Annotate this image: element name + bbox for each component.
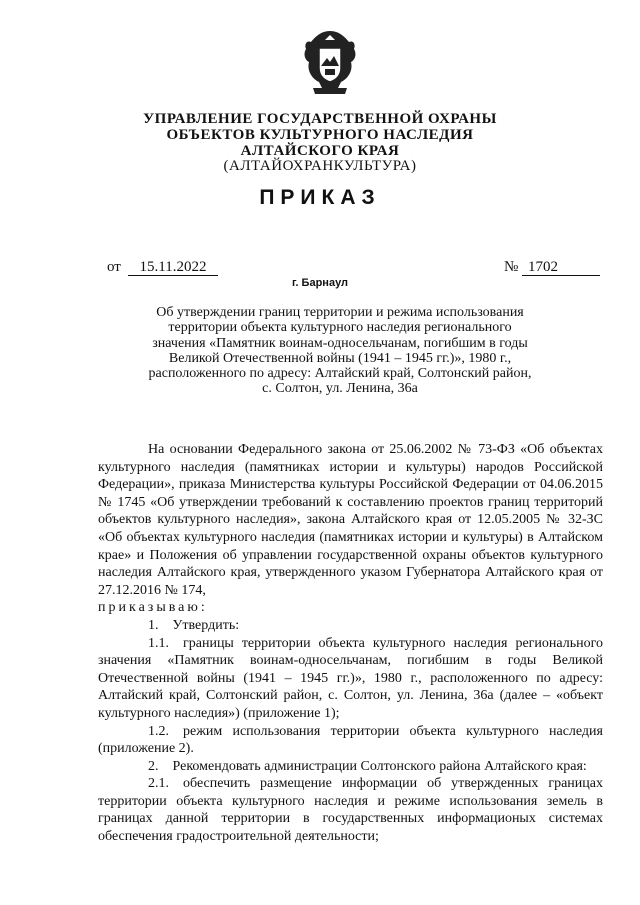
- altai-coat-of-arms-emblem: [301, 28, 359, 98]
- order-word: приказываю:: [98, 600, 208, 616]
- org-name-line3: АЛТАЙСКОГО КРАЯ: [240, 143, 400, 159]
- org-abbreviation: (АЛТАЙОХРАНКУЛЬТУРА): [223, 158, 417, 174]
- document-number: 1702: [522, 259, 600, 276]
- date-prefix: от: [107, 259, 121, 275]
- subject-line: значения «Памятник воинам-односельчанам, погибшим в годы: [152, 335, 528, 351]
- document-date: 15.11.2022: [128, 259, 218, 276]
- document-city: г. Барнаул: [291, 277, 349, 289]
- document-subject: [120, 305, 560, 397]
- number-prefix: №: [504, 259, 519, 275]
- item-1-1: 1.1. границы территории объекта культурного наследия регионального значения «Памятник воинам-односельчанам, погибшим в годы Великой Отечественной войны (1941 – 1945 гг.)», 1980 г., расположенного по адресу: Алтайский край, Солтонский район, с. Солтон, ул. Ленина, 36а (далее – «объект культурного наследия») (приложение 1);: [98, 635, 603, 721]
- preamble-paragraph: На основании Федерального закона от 25.06.2002 № 73-ФЗ «Об объектах культурного наследия (памятниках истории и культуры) народов Российской Федерации», приказа Министерства культуры Российской Федерации от 04.06.2015 № 1745 «Об утверждении требований к составлению проектов границ территорий объектов культурного наследия», закона Алтайского края от 12.05.2005 № 32-ЗС «Об объектах культурного наследия (памятниках истории и культуры) в Алтайском крае» и Положения об управлении государственной охраны объектов культурного наследия Алтайского края, утвержденного указом Губернатора Алтайского края от 27.12.2016 № 174,: [98, 442, 603, 598]
- subject-line: территории объекта культурного наследия регионального: [168, 320, 512, 336]
- item-1: 1. Утвердить:: [148, 617, 240, 633]
- subject-line: с. Солтон, ул. Ленина, 36а: [262, 381, 418, 397]
- subject-line: Великой Отечественной войны (1941 – 1945 гг.)», 1980 г.,: [168, 350, 512, 366]
- org-name-line1: УПРАВЛЕНИЕ ГОСУДАРСТВЕННОЙ ОХРАНЫ: [143, 111, 497, 127]
- item-2: 2. Рекомендовать администрации Солтонского района Алтайского края:: [148, 758, 587, 774]
- item-2-1: 2.1. обеспечить размещение информации об утвержденных границах территории объекта культурного наследия и режиме использования земель в границах данной территории в государственных информационых системах обеспечения градостроительной деятельности;: [98, 776, 603, 845]
- item-1-2: 1.2. режим использования территории объекта культурного наследия (приложение 2).: [98, 723, 603, 757]
- org-name-line2: ОБЪЕКТОВ КУЛЬТУРНОГО НАСЛЕДИЯ: [166, 127, 474, 143]
- subject-line: Об утверждении границ территории и режима использования: [156, 305, 524, 320]
- subject-line: расположенного по адресу: Алтайский край, Солтонский район,: [148, 366, 532, 382]
- document-title: ПРИКАЗ: [259, 186, 381, 209]
- document-body: [98, 441, 603, 846]
